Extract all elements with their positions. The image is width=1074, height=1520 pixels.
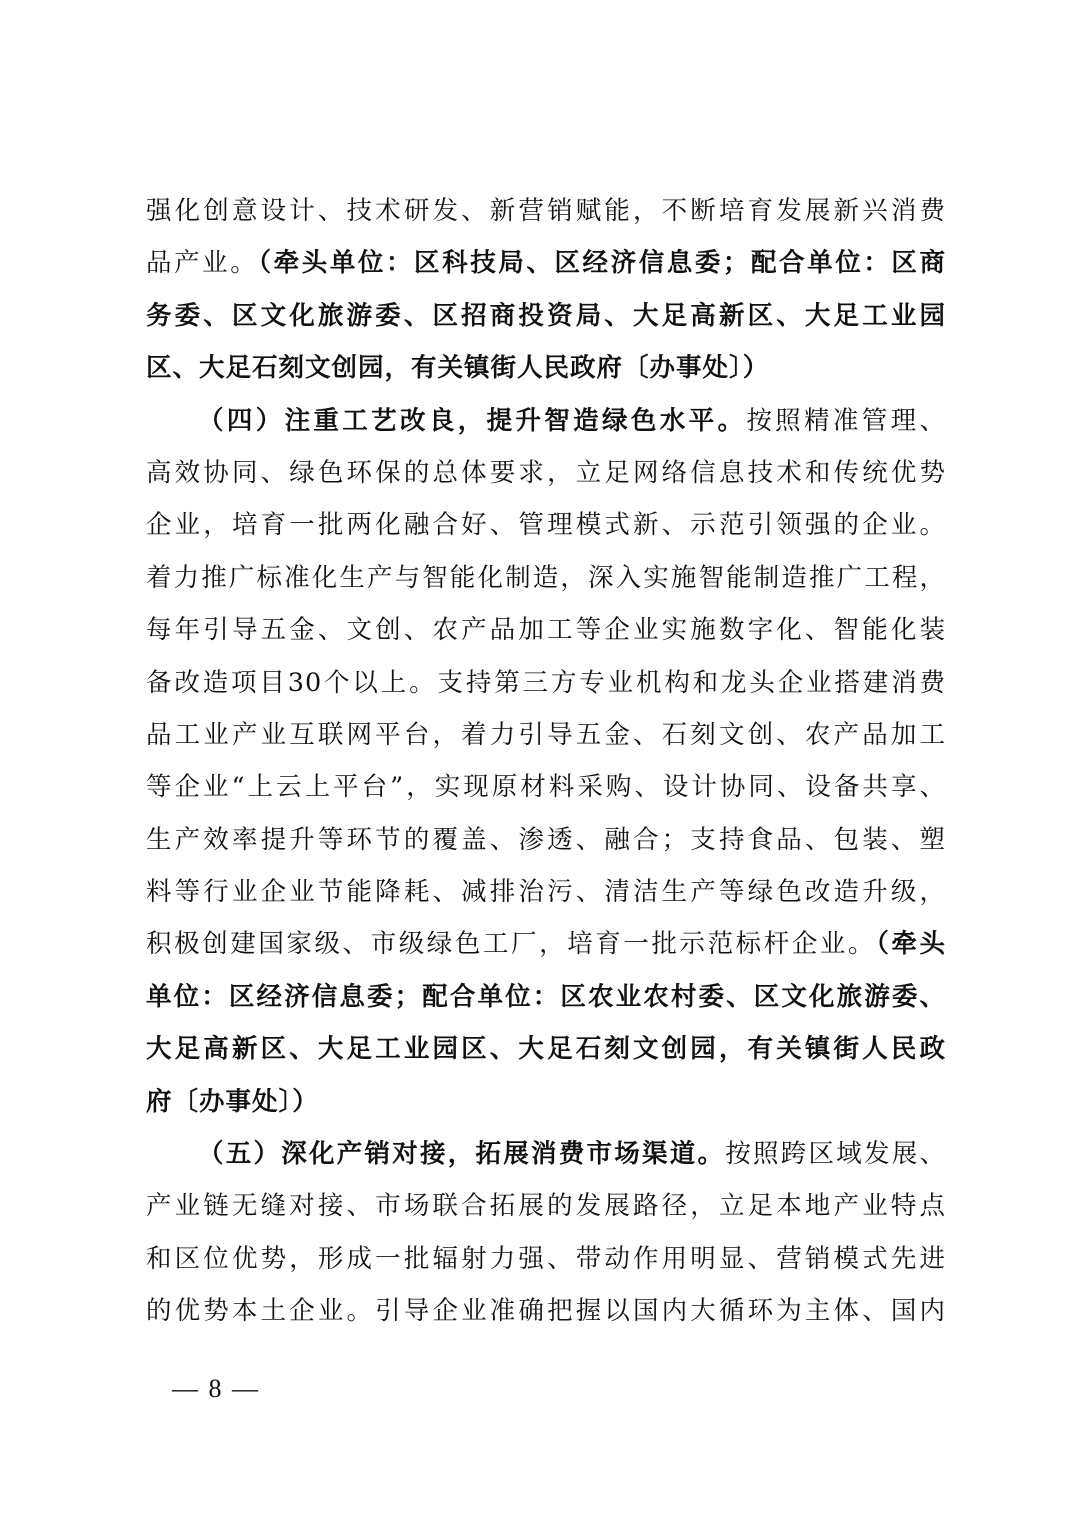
bold-text: 大足高新区、大足工业园区、大足石刻文创园，有关镇街人民政 (146, 1034, 946, 1065)
text-line (146, 342, 946, 394)
bold-text: 务委、区文化旅游委、区招商投资局、大足高新区、大足工业园 (146, 300, 946, 331)
text-line (146, 447, 946, 499)
text-run: 按照精准管理、 (746, 405, 946, 436)
text-run: 每年引导五金、文创、农产品加工等企业实施数字化、智能化装 (146, 615, 946, 646)
text-run: 生产效率提升等环节的覆盖、渗透、融合；支持食品、包装、塑 (146, 824, 946, 855)
text-line (146, 552, 946, 604)
bold-text: （牵头单位：区科技局、区经济信息委；配合单位：区商 (258, 248, 946, 279)
text-run: 品工业产业互联网平台，着力引导五金、石刻文创、农产品加工 (146, 719, 946, 750)
text-run: 的优势本土企业。引导企业准确把握以国内大循环为主体、国内 (146, 1296, 946, 1327)
text-line (146, 1180, 946, 1232)
text-line (146, 709, 946, 761)
text-run: 备改造项目30个以上。支持第三方专业机构和龙头企业搭建消费 (146, 667, 946, 698)
text-line (146, 604, 946, 656)
text-run: 强化创意设计、技术研发、新营销赋能，不断培育发展新兴消费 (146, 196, 946, 226)
text-run: 品产业。 (146, 248, 259, 279)
text-line (146, 395, 946, 447)
text-line (146, 1128, 946, 1180)
text-line (146, 761, 946, 813)
text-line (146, 814, 946, 866)
text-run: 着力推广标准化生产与智能化制造，深入实施智能制造推广工程， (146, 562, 946, 593)
text-run: 高效协同、绿色环保的总体要求，立足网络信息技术和传统优势 (146, 457, 946, 488)
bold-text: （牵头 (876, 929, 946, 960)
text-run: 积极创建国家级、市级绿色工厂，培育一批示范标杆企业。 (146, 929, 877, 960)
text-line (146, 237, 946, 289)
text-run: 按照跨区域发展、 (725, 1139, 946, 1170)
text-line (146, 1076, 946, 1128)
text-run: 和区位优势，形成一批辐射力强、带动作用明显、营销模式先进 (146, 1243, 946, 1274)
text-run: 企业，培育一批两化融合好、管理模式新、示范引领强的企业。 (146, 510, 946, 541)
text-run: 产业链无缝对接、市场联合拓展的发展路径，立足本地产业特点 (146, 1191, 946, 1222)
bold-text: （四）注重工艺改良，提升智造绿色水平。 (198, 405, 747, 436)
bold-text: 单位：区经济信息委；配合单位：区农业农村委、区文化旅游委、 (146, 981, 946, 1012)
text-line (146, 918, 946, 970)
text-line (146, 657, 946, 709)
text-line (146, 1233, 946, 1285)
page-number: — 8 — (172, 1374, 260, 1403)
text-line (146, 1023, 946, 1075)
bold-text: （五）深化产销对接，拓展消费市场渠道。 (198, 1139, 726, 1170)
bold-text: 区、大足石刻文创园，有关镇街人民政府〔办事处〕） (146, 353, 770, 384)
text-line (146, 971, 946, 1023)
text-line (146, 290, 946, 342)
text-line (146, 499, 946, 551)
text-line (146, 866, 946, 918)
bold-text: 府〔办事处〕） (146, 1086, 319, 1117)
body-text (146, 185, 946, 1338)
text-run: 等企业“上云上平台”，实现原材料采购、设计协同、设备共享、 (146, 772, 946, 803)
text-line (146, 1285, 946, 1337)
text-line (146, 185, 946, 237)
text-run: 料等行业企业节能降耗、减排治污、清洁生产等绿色改造升级， (146, 877, 946, 908)
